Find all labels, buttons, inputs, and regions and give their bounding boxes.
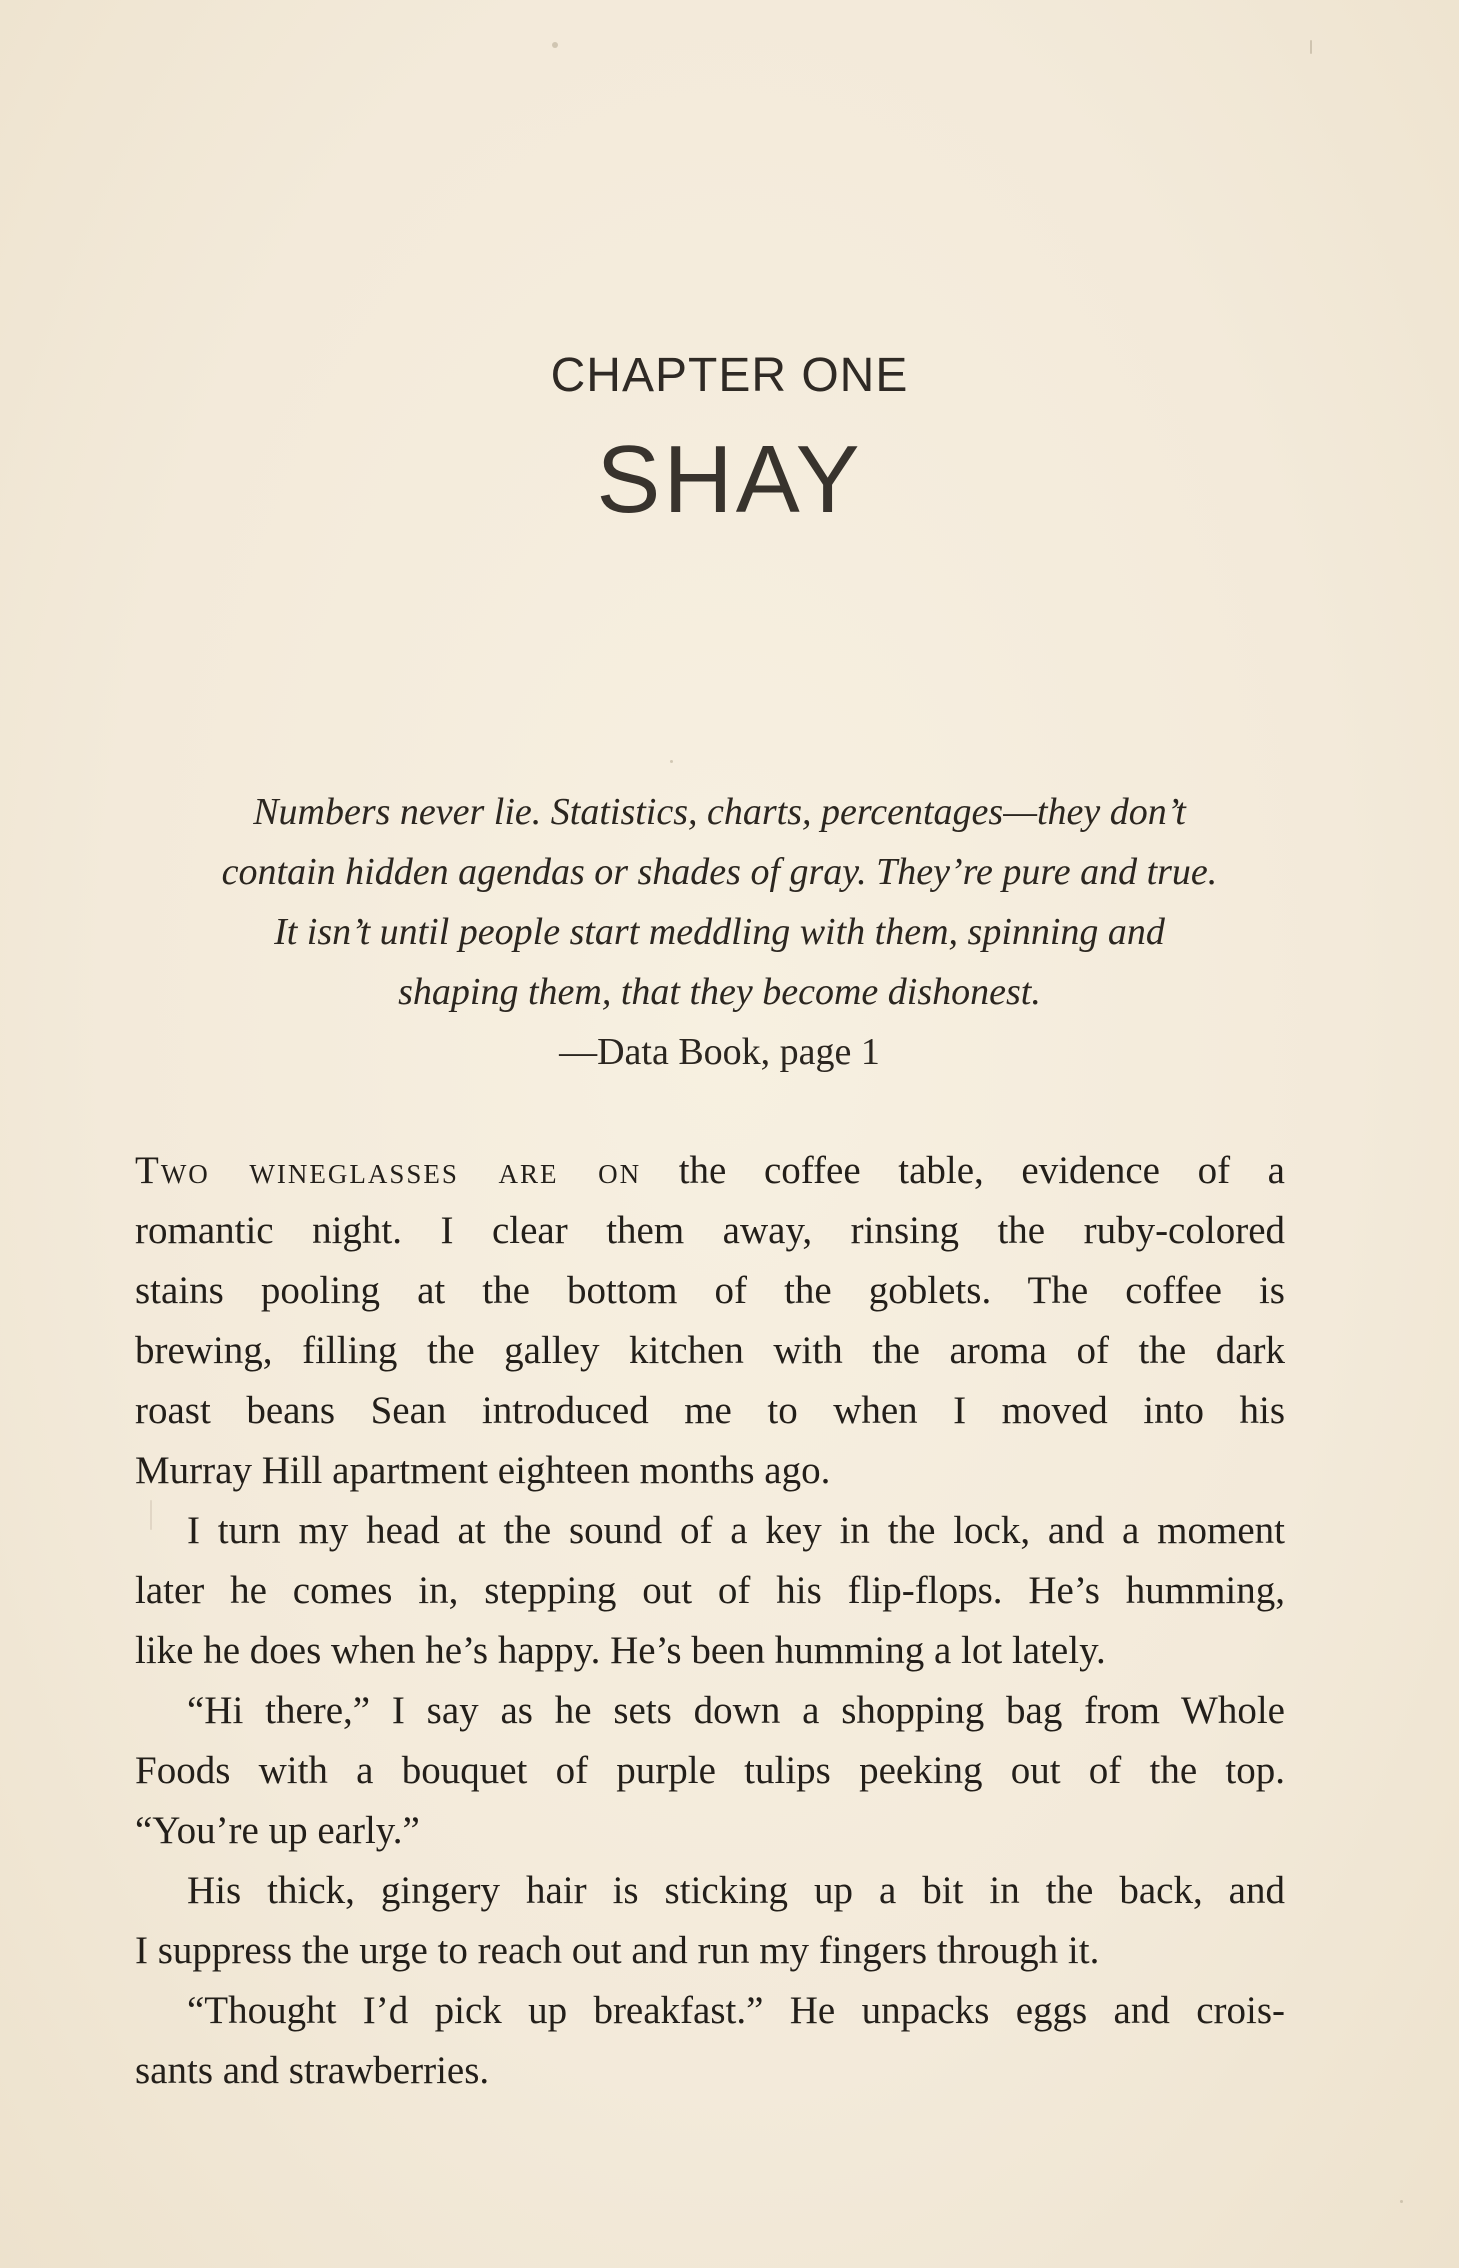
- text-line: brewing, filling the galley kitchen with the aroma of the dark: [135, 1329, 1285, 1372]
- text-line: I turn my head at the sound of a key in the lock, and a moment: [187, 1509, 1285, 1552]
- chapter-label: CHAPTER ONE: [550, 349, 909, 402]
- paragraph-4: [135, 1861, 1285, 1981]
- text-line: Murray Hill apartment eighteen months ago.: [135, 1449, 831, 1492]
- epigraph-line: contain hidden agendas or shades of gray. They’re pure and true.: [221, 851, 1218, 893]
- text-line: “Hi there,” I say as he sets down a shopping bag from Whole: [187, 1689, 1285, 1732]
- epigraph: [150, 782, 1289, 1082]
- paragraph-2: [135, 1501, 1285, 1681]
- opening-smallcaps: Two wineglasses are on: [135, 1149, 642, 1192]
- text-line: [135, 1141, 1285, 1201]
- text-line: His thick, gingery hair is sticking up a bit in the back, and: [187, 1869, 1285, 1912]
- text-line: stains pooling at the bottom of the goblets. The coffee is: [135, 1269, 1285, 1312]
- text-line: like he does when he’s happy. He’s been humming a lot lately.: [135, 1629, 1106, 1672]
- paragraph-1: [135, 1141, 1285, 1501]
- text-line: “You’re up early.”: [135, 1809, 420, 1852]
- epigraph-line: Numbers never lie. Statistics, charts, percentages—they don’t: [253, 791, 1186, 833]
- opening-line-rest: the coffee table, evidence of a: [641, 1149, 1285, 1192]
- text-line: I suppress the urge to reach out and run my fingers through it.: [135, 1929, 1100, 1972]
- text-line: later he comes in, stepping out of his flip-flops. He’s humming,: [135, 1569, 1285, 1612]
- chapter-title: SHAY: [596, 426, 863, 533]
- text-line: romantic night. I clear them away, rinsing the ruby-colored: [135, 1209, 1285, 1252]
- body-text: [135, 1141, 1285, 2101]
- text-line: “Thought I’d pick up breakfast.” He unpacks eggs and crois-: [187, 1989, 1285, 2032]
- text-line: roast beans Sean introduced me to when I moved into his: [135, 1389, 1285, 1432]
- epigraph-line: It isn’t until people start meddling with them, spinning and: [274, 911, 1165, 953]
- epigraph-line: shaping them, that they become dishonest.: [398, 971, 1041, 1013]
- paragraph-3: [135, 1681, 1285, 1861]
- text-line: Foods with a bouquet of purple tulips peeking out of the top.: [135, 1749, 1285, 1792]
- epigraph-source: —Data Book, page 1: [559, 1031, 880, 1073]
- paragraph-5: [135, 1981, 1285, 2101]
- text-line: sants and strawberries.: [135, 2049, 490, 2092]
